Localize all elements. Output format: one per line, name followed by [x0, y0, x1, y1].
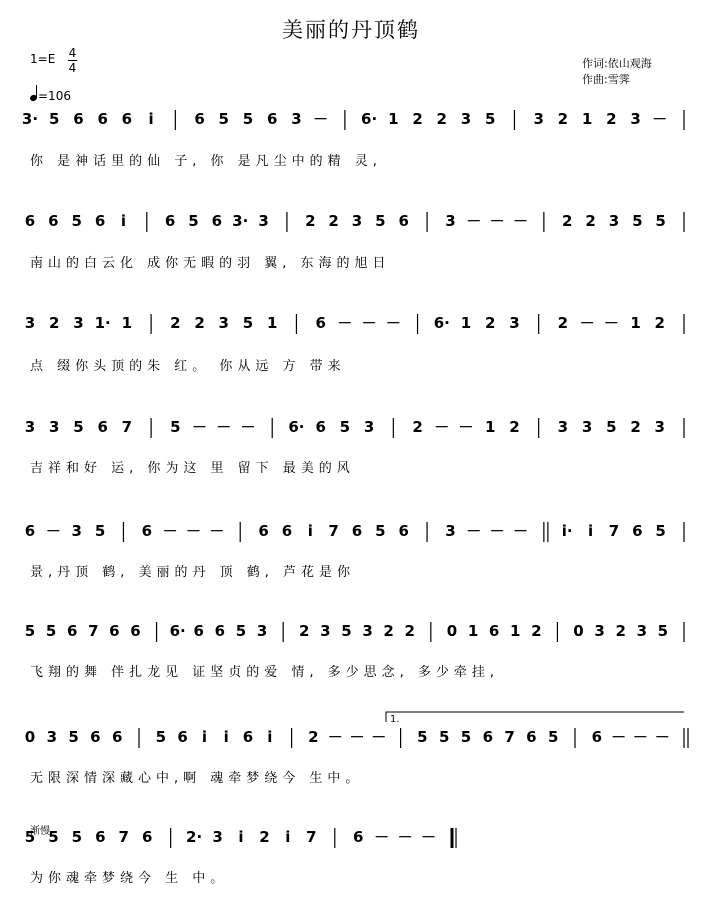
note: 2: [383, 622, 394, 640]
note: 5: [24, 622, 36, 640]
note: 6: [211, 212, 223, 230]
note: 2: [630, 418, 641, 436]
note: 5: [170, 418, 181, 436]
note: i: [201, 728, 207, 746]
note: i: [223, 728, 229, 746]
note: i: [238, 828, 244, 846]
note: 5: [632, 212, 643, 230]
note: 6·: [361, 110, 378, 128]
note: －: [603, 314, 619, 332]
note: 6: [193, 622, 204, 640]
note: －: [512, 522, 529, 540]
note: 3: [445, 522, 456, 540]
note: －: [361, 314, 377, 332]
lyricist: 作词:依山观海: [582, 57, 652, 70]
note: 3: [460, 110, 472, 128]
note: 6: [94, 212, 106, 230]
note: 6: [315, 314, 326, 332]
lyric-line: 你 是神话里的仙 子, 你 是凡尘中的精 灵,: [30, 154, 382, 169]
note: 6: [90, 728, 101, 746]
note: 7: [88, 622, 99, 640]
note: －: [374, 828, 390, 846]
ritardando-mark: 渐慢: [30, 826, 50, 837]
note: 6: [164, 212, 176, 230]
note: 3: [49, 418, 60, 436]
note: 3: [218, 314, 229, 332]
note: －: [209, 522, 225, 540]
composer: 作曲:雪霁: [582, 73, 630, 86]
note: －: [466, 522, 482, 540]
note: 7: [306, 828, 317, 846]
note: 6: [177, 728, 188, 746]
note: 6: [194, 110, 205, 128]
time-sig-numerator: 4: [68, 46, 77, 60]
note: －: [349, 728, 365, 746]
note: 1: [267, 314, 278, 332]
note: －: [371, 728, 387, 746]
note: 5: [24, 828, 36, 846]
note: －: [385, 314, 401, 332]
note: －: [652, 110, 668, 128]
note: 3: [654, 418, 665, 436]
note: －: [489, 522, 505, 540]
volta-bracket: [386, 712, 684, 722]
note: 2: [561, 212, 573, 230]
note: 2: [585, 212, 596, 230]
note: 6: [109, 622, 120, 640]
lyric-line: 景,丹顶 鹤, 美丽的丹 顶 鹤, 芦花是你: [30, 565, 356, 580]
note: 5: [188, 212, 199, 230]
note: 5: [417, 728, 428, 746]
note: 2: [412, 110, 423, 128]
note: 5: [73, 418, 84, 436]
note: 7: [121, 418, 133, 436]
note: 3: [363, 418, 375, 436]
note: 3·: [232, 212, 249, 230]
note: 2: [305, 212, 316, 230]
note: 6: [214, 622, 226, 640]
note: 0: [573, 622, 584, 640]
note: 6: [130, 622, 141, 640]
note: －: [240, 418, 256, 436]
note: 6: [142, 828, 153, 846]
note: 6: [111, 728, 123, 746]
note: 3: [557, 418, 569, 436]
note: 6: [121, 110, 133, 128]
note: 6: [24, 212, 36, 230]
note: 2: [557, 110, 569, 128]
note: 2: [299, 622, 310, 640]
note: 0: [446, 622, 458, 640]
note: i·: [561, 522, 573, 540]
note: －: [434, 418, 450, 436]
note: 6: [66, 622, 78, 640]
note: 1: [485, 418, 496, 436]
note: 6·: [433, 314, 450, 332]
note: 5: [655, 212, 666, 230]
note: －: [216, 418, 232, 436]
note: i: [267, 728, 273, 746]
note: －: [327, 728, 343, 746]
note: 5: [485, 110, 496, 128]
note: 1: [581, 110, 593, 128]
note: 6: [398, 522, 409, 540]
volta-bracket-label: 1.: [390, 714, 400, 725]
note: 3: [509, 314, 520, 332]
note: 2: [308, 728, 319, 746]
note: 5: [547, 728, 559, 746]
note: 1: [460, 314, 472, 332]
note: 2: [531, 622, 542, 640]
note: 3: [630, 110, 641, 128]
note: 5: [460, 728, 472, 746]
note: 3: [533, 110, 544, 128]
note: 3: [320, 622, 331, 640]
lyric-line: 点 缀你头顶的朱 红。 你从远 方 带来: [30, 359, 346, 374]
note: 5: [49, 110, 60, 128]
note: 5: [657, 622, 669, 640]
note: 6: [95, 828, 106, 846]
note: i: [148, 110, 154, 128]
note: 3: [362, 622, 373, 640]
note: 1: [121, 314, 133, 332]
note: 6: [315, 418, 326, 436]
note: 2: [259, 828, 270, 846]
note: 5: [48, 828, 59, 846]
note: 3: [291, 110, 302, 128]
note: 7: [328, 522, 339, 540]
note: 5: [218, 110, 229, 128]
note: 2: [328, 212, 339, 230]
note: －: [466, 212, 482, 230]
note: 2·: [186, 828, 203, 846]
note: 5: [155, 728, 167, 746]
note: 5: [339, 418, 351, 436]
note: 6: [591, 728, 603, 746]
note: －: [162, 522, 178, 540]
note: 3: [73, 314, 84, 332]
note: －: [421, 828, 437, 846]
note: 3·: [21, 110, 39, 128]
note: 6: [482, 728, 494, 746]
note: 5: [606, 418, 617, 436]
lyric-line: 飞翔的舞 伴扎龙见 证坚贞的爱 情, 多少思念, 多少牵挂,: [30, 665, 500, 680]
time-sig-denominator: 4: [68, 61, 77, 75]
note: 5: [655, 522, 666, 540]
note: －: [192, 418, 208, 436]
note: －: [397, 828, 413, 846]
note: 2: [509, 418, 520, 436]
note: 5: [68, 728, 79, 746]
note: 3: [212, 828, 223, 846]
note: 6: [24, 522, 36, 540]
note: －: [632, 728, 648, 746]
note: 6: [258, 522, 269, 540]
note: 1: [467, 622, 479, 640]
note: 6: [488, 622, 500, 640]
note: －: [579, 314, 595, 332]
note: 2: [654, 314, 665, 332]
note: 6·: [288, 418, 305, 436]
note: 2: [49, 314, 60, 332]
note: 3: [46, 728, 58, 746]
note: 2: [615, 622, 626, 640]
note: 6: [353, 828, 364, 846]
note: 1: [510, 622, 521, 640]
note: 3: [258, 212, 269, 230]
note: 2: [404, 622, 415, 640]
note: 0: [24, 728, 36, 746]
note: 5: [438, 728, 450, 746]
note: 5: [71, 828, 83, 846]
note: 7: [118, 828, 129, 846]
note: 3: [351, 212, 363, 230]
note: 5: [242, 314, 254, 332]
note: 6: [242, 728, 254, 746]
note: 6: [267, 110, 278, 128]
note: i: [307, 522, 313, 540]
note: 5: [375, 522, 386, 540]
note: 5: [235, 622, 247, 640]
note: －: [337, 314, 353, 332]
lyric-line: 无限深情深藏心中,啊 魂牵梦绕今 生中。: [30, 771, 364, 786]
note: 5: [341, 622, 352, 640]
note: 5: [45, 622, 57, 640]
note: i: [120, 212, 127, 230]
note: 3: [24, 418, 36, 436]
note: 6: [48, 212, 59, 230]
note: 6: [351, 522, 363, 540]
note: －: [313, 110, 329, 128]
note: 7: [504, 728, 515, 746]
note: －: [185, 522, 202, 540]
note: 3: [256, 622, 268, 640]
note: 3: [24, 314, 36, 332]
note: 6: [398, 212, 409, 230]
note: 6: [281, 522, 293, 540]
note: 1: [388, 110, 399, 128]
note: －: [489, 212, 505, 230]
note: 7: [608, 522, 620, 540]
note: 6: [141, 522, 153, 540]
note: 6: [526, 728, 537, 746]
note: －: [45, 522, 61, 540]
key-signature: 1=E: [30, 52, 56, 66]
note: 6: [632, 522, 643, 540]
note: 3: [71, 522, 82, 540]
note: 2: [194, 314, 205, 332]
note: 5: [375, 212, 386, 230]
note: 2: [412, 418, 423, 436]
note: 3: [445, 212, 456, 230]
note: i: [285, 828, 291, 846]
lyric-line: 南山的白云化 成你无暇的羽 翼, 东海的旭日: [30, 256, 391, 271]
note: 5: [71, 212, 82, 230]
note: 5: [242, 110, 254, 128]
lyric-line: 吉祥和好 运, 你为这 里 留下 最美的风: [30, 461, 355, 476]
note: 3: [581, 418, 593, 436]
note: 2: [170, 314, 181, 332]
note: －: [611, 728, 627, 746]
lyric-line: 为你魂牵梦绕今 生 中。: [30, 871, 229, 886]
note: －: [458, 418, 474, 436]
note: 1·: [94, 314, 111, 332]
song-title: 美丽的丹顶鹤: [282, 18, 420, 42]
tempo-value: =106: [38, 89, 71, 103]
note: 6: [73, 110, 84, 128]
note: 1: [630, 314, 641, 332]
note: 5: [94, 522, 106, 540]
note: 3: [594, 622, 605, 640]
note: 3: [636, 622, 648, 640]
note: 2: [557, 314, 569, 332]
note: －: [654, 728, 670, 746]
note: 6·: [169, 622, 186, 640]
note: －: [512, 212, 529, 230]
note: 2: [606, 110, 617, 128]
note: i: [587, 522, 594, 540]
note: 2: [436, 110, 447, 128]
note: 2: [485, 314, 496, 332]
note: 6: [97, 418, 108, 436]
note: 3: [608, 212, 620, 230]
note: 6: [97, 110, 108, 128]
